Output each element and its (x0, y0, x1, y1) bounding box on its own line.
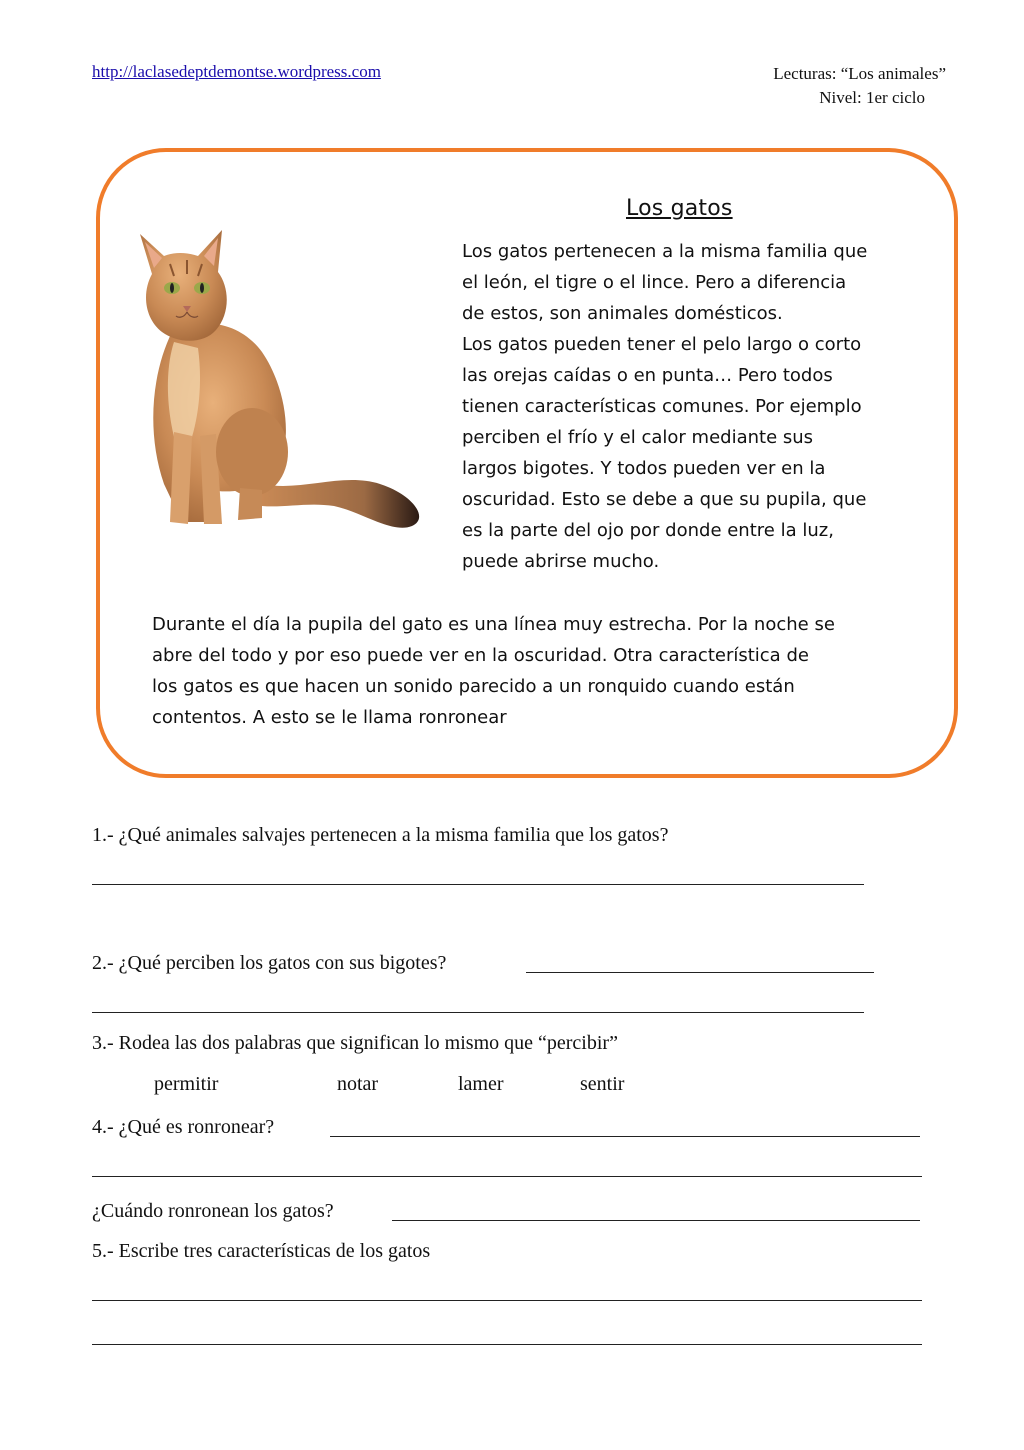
paragraph-line: los gatos es que hacen un sonido parecido a un ronquido cuando están (152, 676, 795, 697)
question-1: 1.- ¿Qué animales salvajes pertenecen a la misma familia que los gatos? (92, 824, 669, 846)
reading-title: Los gatos (626, 196, 733, 221)
paragraph-line: el león, el tigre o el lince. Pero a diferencia (462, 272, 847, 293)
word-option-notar[interactable]: notar (337, 1073, 379, 1095)
paragraph-line: las orejas caídas o en punta… Pero todos (462, 365, 833, 386)
question-4b: ¿Cuándo ronronean los gatos? (92, 1200, 334, 1222)
question-5: 5.- Escribe tres características de los gatos (92, 1240, 431, 1262)
header-level: Nivel: 1er ciclo (819, 88, 925, 107)
answer-line-5b[interactable] (92, 1344, 922, 1345)
question-4: 4.- ¿Qué es ronronear? (92, 1116, 275, 1138)
paragraph-line: puede abrirse mucho. (462, 551, 660, 572)
word-option-sentir[interactable]: sentir (580, 1073, 625, 1095)
answer-line-4c[interactable] (392, 1220, 920, 1221)
paragraph-line: largos bigotes. Y todos pueden ver en la (462, 458, 826, 479)
paragraph-line: contentos. A esto se le llama ronronear (152, 707, 507, 728)
paragraph-line: tienen características comunes. Por ejemplo (462, 396, 862, 417)
question-3: 3.- Rodea las dos palabras que significan lo mismo que “percibir” (92, 1032, 618, 1054)
answer-line-4a[interactable] (330, 1136, 920, 1137)
paragraph-line: abre del todo y por eso puede ver en la oscuridad. Otra característica de (152, 645, 809, 666)
paragraph-line: es la parte del ojo por donde entre la luz, (462, 520, 834, 541)
answer-line-2b[interactable] (92, 1012, 864, 1013)
paragraph-line: oscuridad. Esto se debe a que su pupila, que (462, 489, 867, 510)
reading-paragraph-2 (152, 609, 942, 733)
cat-image (112, 222, 438, 542)
answer-line-4b[interactable] (92, 1176, 922, 1177)
paragraph-line: Los gatos pueden tener el pelo largo o corto (462, 334, 862, 355)
paragraph-line: perciben el frío y el calor mediante sus (462, 427, 814, 448)
answer-line-1[interactable] (92, 884, 864, 885)
question-2: 2.- ¿Qué perciben los gatos con sus bigotes? (92, 952, 447, 974)
worksheet-header (773, 62, 946, 110)
paragraph-line: de estos, son animales domésticos. (462, 303, 783, 324)
answer-line-2a[interactable] (526, 972, 874, 973)
word-option-permitir[interactable]: permitir (154, 1073, 219, 1095)
site-url-link[interactable]: http://laclasedeptdemontse.wordpress.com (92, 62, 381, 81)
reading-paragraph-1 (462, 236, 932, 577)
paragraph-line: Los gatos pertenecen a la misma familia que (462, 241, 868, 262)
answer-line-5a[interactable] (92, 1300, 922, 1301)
header-reading-title: Lecturas: “Los animales” (773, 64, 946, 83)
paragraph-line: Durante el día la pupila del gato es una línea muy estrecha. Por la noche se (152, 614, 835, 635)
word-option-lamer[interactable]: lamer (458, 1073, 504, 1095)
